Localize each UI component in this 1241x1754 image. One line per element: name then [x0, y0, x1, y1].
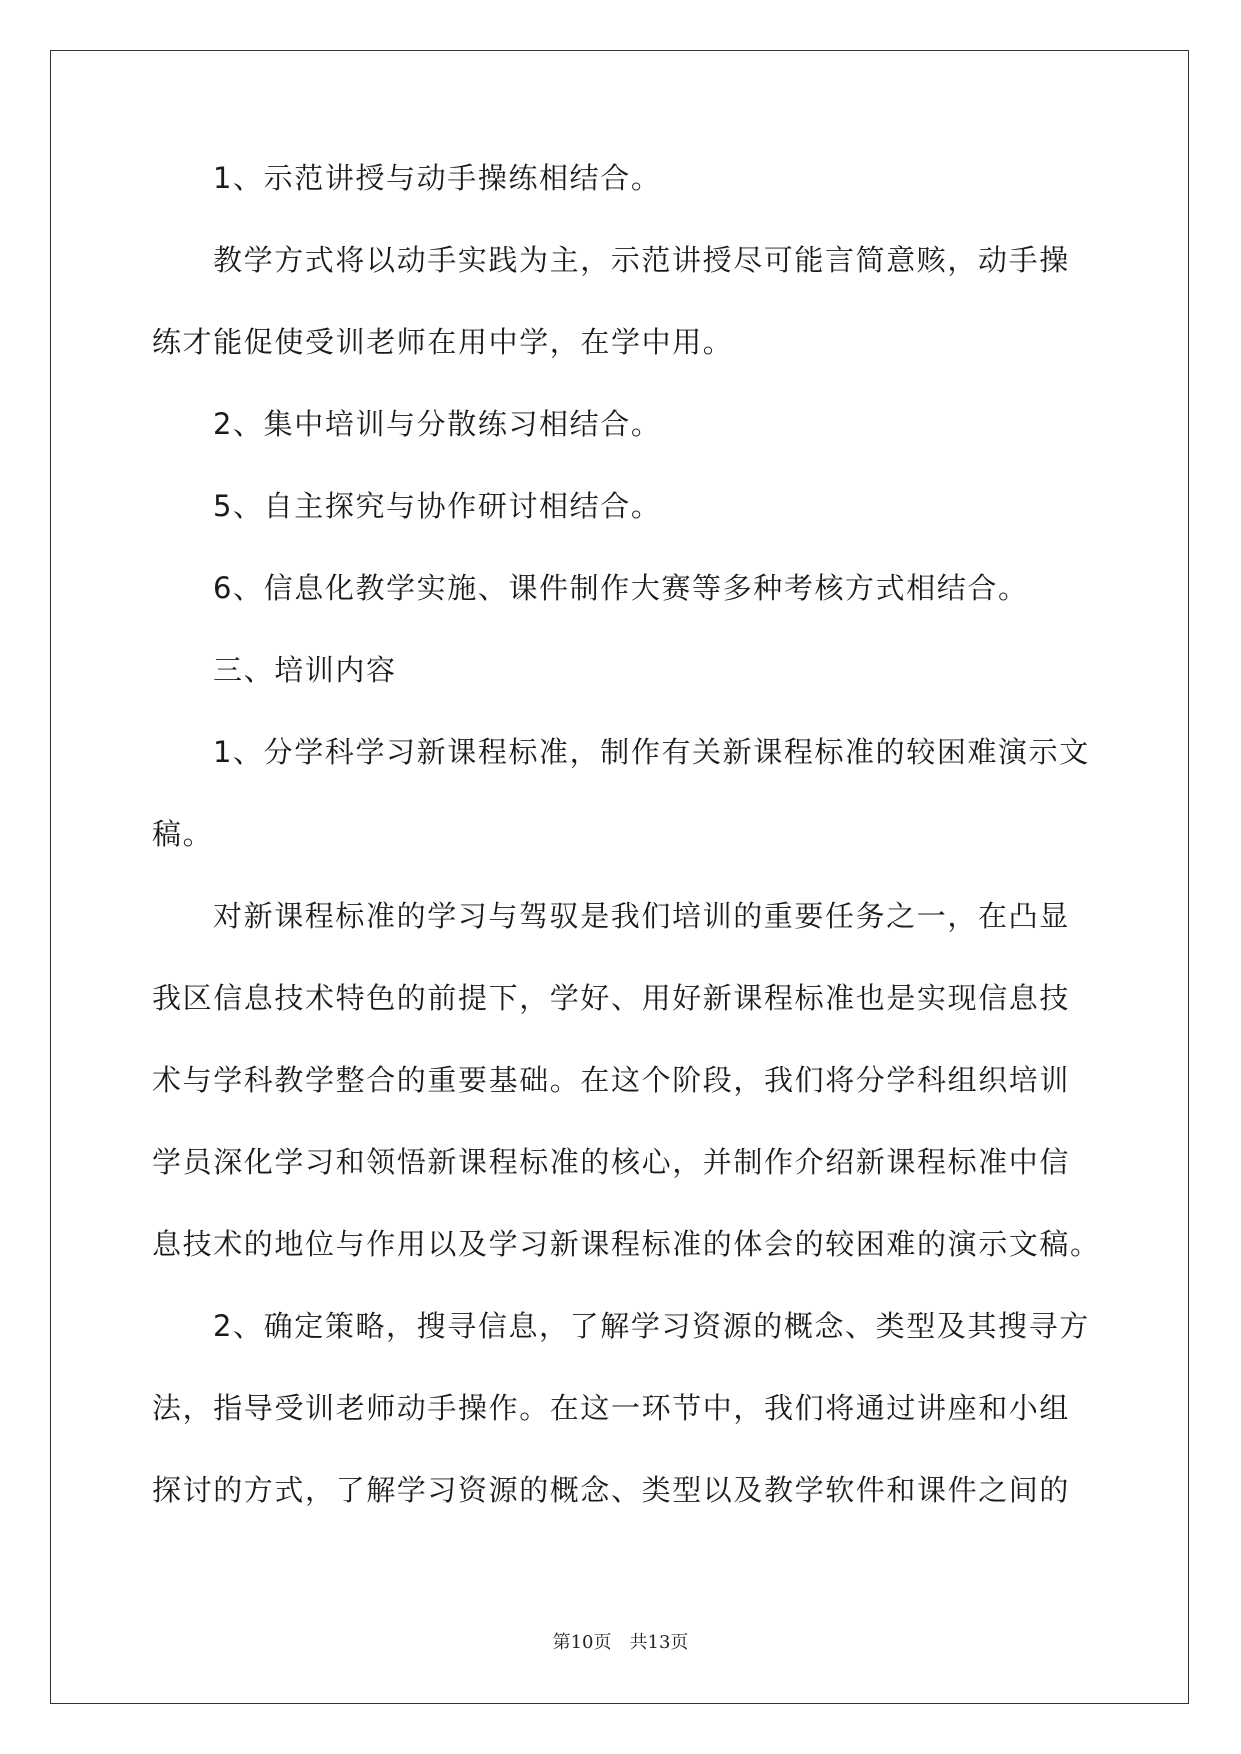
text-line: 2、确定策略，搜寻信息，了解学习资源的概念、类型及其搜寻方: [213, 1309, 1090, 1343]
text-line: 1、分学科学习新课程标准，制作有关新课程标准的较困难演示文: [213, 735, 1090, 769]
page-number: 第10页 共13页: [552, 1632, 689, 1653]
text-line: 对新课程标准的学习与驾驭是我们培训的重要任务之一，在凸显: [213, 899, 1070, 933]
text-line: 法，指导受训老师动手操作。在这一环节中，我们将通过讲座和小组: [152, 1391, 1071, 1425]
text-line: 学员深化学习和领悟新课程标准的核心，并制作介绍新课程标准中信: [152, 1145, 1071, 1179]
text-line: 我区信息技术特色的前提下，学好、用好新课程标准也是实现信息技: [152, 981, 1071, 1015]
text-line: 教学方式将以动手实践为主，示范讲授尽可能言简意赅，动手操: [213, 243, 1070, 277]
text-line: 稿。: [152, 817, 214, 851]
text-line: 探讨的方式，了解学习资源的概念、类型以及教学软件和课件之间的: [152, 1473, 1071, 1507]
text-line: 息技术的地位与作用以及学习新课程标准的体会的较困难的演示文稿。: [152, 1227, 1101, 1261]
text-line: 2、集中培训与分散练习相结合。: [213, 407, 662, 441]
text-line: 5、自主探究与协作研讨相结合。: [213, 489, 662, 523]
section-heading: 三、培训内容: [213, 653, 397, 687]
text-line: 术与学科教学整合的重要基础。在这个阶段，我们将分学科组织培训: [152, 1063, 1071, 1097]
text-line: 6、信息化教学实施、课件制作大赛等多种考核方式相结合。: [213, 571, 1029, 605]
document-body: [152, 158, 1101, 1552]
text-line: 1、示范讲授与动手操练相结合。: [213, 161, 662, 195]
text-line: 练才能促使受训老师在用中学，在学中用。: [152, 325, 734, 359]
